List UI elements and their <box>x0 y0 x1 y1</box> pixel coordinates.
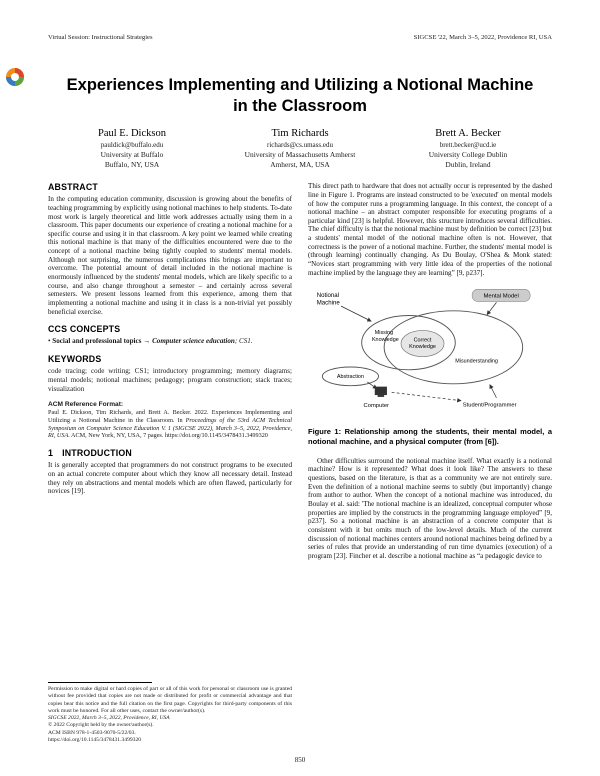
author-1-location: Buffalo, NY, USA <box>104 160 160 170</box>
direct-path-dashed-line <box>392 393 461 401</box>
footnote-isbn: ACM ISBN 978-1-4503-9070-5/22/03. <box>48 729 136 736</box>
figure-1-caption: Figure 1: Relationship among the students, their mental model, a notional machine, and a physical computer (from [6]). <box>308 427 552 447</box>
correct-knowledge-label-line1: Correct <box>413 338 432 345</box>
author-3 <box>384 128 552 169</box>
student-programmer-label: Student/Programmer <box>462 402 517 409</box>
abstract-heading: ABSTRACT <box>48 182 98 193</box>
ref-text-1: Paul E. Dickson, Tim Richards, and Brett A. Becker. 2022. Experiences Implementing and Utilizing a Notional Machine in the Classroom. In <box>48 408 292 424</box>
introduction-heading <box>48 448 292 458</box>
left-column <box>48 182 292 748</box>
author-2-name: Tim Richards <box>271 128 329 140</box>
keywords-heading: KEYWORDS <box>48 354 102 365</box>
footnote-copyright: © 2022 Copyright held by the owner/author(s). <box>48 722 154 729</box>
author-1-name: Paul E. Dickson <box>98 128 166 140</box>
introduction-text: It is generally accepted that programmers do not construct programs to be executed on an actual concrete computer about which they know all necessary detail. Instead they rely on abstractions and mental models which are often flawed, particularly for novices [19]. <box>48 461 292 496</box>
section-number: 1 <box>48 448 54 459</box>
missing-knowledge-label-line2: Knowledge <box>371 337 399 344</box>
author-3-affiliation: University College Dublin <box>428 150 508 160</box>
author-2-location: Amherst, MA, USA <box>270 160 330 170</box>
notional-machine-diagram <box>313 286 547 418</box>
author-1-affiliation: University at Buffalo <box>100 150 164 160</box>
section-label: INTRODUCTION <box>62 448 132 459</box>
ccs-tail: ; CS1. <box>234 337 253 346</box>
author-2 <box>216 128 384 169</box>
acm-badge-icon <box>5 66 25 88</box>
footnote-block <box>48 682 292 748</box>
missing-knowledge-label-line1: Missing <box>374 330 394 337</box>
right-column <box>308 182 552 748</box>
author-1 <box>48 128 216 169</box>
notional-machine-label-line1: Notional <box>316 292 340 300</box>
author-1-email: pauldick@buffalo.edu <box>100 141 164 150</box>
ccs-arrow: → <box>141 337 153 346</box>
figure-1 <box>308 286 552 423</box>
ccs-concept-2: Computer science education <box>152 337 235 346</box>
computer-icon <box>375 387 387 395</box>
header-session-label: Virtual Session: Instructional Strategies <box>48 34 153 41</box>
mental-model-arrow <box>487 303 496 315</box>
ccs-concepts-line <box>48 337 292 346</box>
author-3-email: brett.becker@ucd.ie <box>439 141 497 150</box>
author-3-location: Dublin, Ireland <box>445 160 491 170</box>
author-2-affiliation: University of Massachusetts Amherst <box>244 150 356 160</box>
ref-text-2[interactable]: ACM, New York, NY, USA, 7 pages. https://doi.org/10.1145/3478431.3499320 <box>69 432 268 440</box>
notional-machine-arrow <box>341 306 371 321</box>
acm-reference-text <box>48 409 292 441</box>
notional-machine-label-line2: Machine <box>316 299 340 307</box>
student-arrow <box>490 385 497 398</box>
ref-text-italic: Proceedings of the 53rd ACM Technical Symposium on Computer Science Education V. 1 (SIGCSE 2022), March 3–5, 2022, Providence, RI, USA. <box>48 416 293 440</box>
paper-body <box>48 182 552 748</box>
keywords-text: code tracing; code writing; CS1; introductory programming; memory diagrams; mental models; notional machines; pedagogy; program construction; stack traces; visualization <box>48 367 292 393</box>
footnote-venue: SIGCSE 2022, March 3–5, 2022, Providence, RI, USA <box>48 715 170 722</box>
ccs-concept-1: Social and professional topics <box>52 337 142 346</box>
misunderstanding-label: Misunderstanding <box>455 358 498 365</box>
right-paragraph-2: Other difficulties surround the notional machine itself. What exactly is a notional machine? How is it represented? What does it look like? The answers to these questions, based on the literature, is that as a community we are not entirely sure. Even the definition of a notional machine seems to subtly (but importantly) change from author to author. When the concept of a notional machine was introduced, du Boulay et al. said: 'The notional machine is an idealized, conceptual computer whose properties are implied by the constructs in the programming language employed” [9, p237]. So a notional machine is an abstraction of a concrete computer that is consistent with it but omits much of the low-level details. Much of the current discussion of notional machines centers around notional machines being defined by a series of rules that provide an understanding of run time dynamics (execution) of a program [23]. Fincher et al. describe a notional machine as “a pedagogic device to <box>308 456 552 560</box>
ccs-heading: CCS CONCEPTS <box>48 324 121 335</box>
computer-icon-base <box>378 395 385 397</box>
footnote-doi-link[interactable]: https://doi.org/10.1145/3478431.3499320 <box>48 736 142 743</box>
paper-title: Experiences Implementing and Utilizing a Notional Machine in the Classroom <box>66 76 534 115</box>
right-paragraph-1: This direct path to hardware that does not actually occur is represented by the dashed line in Figure 1. Programs are instead constructed to be 'executed' on mental models of how the computer runs a programming language. In this context, the concept of a notional machine – an abstract computer responsible for executing programs of a particular kind [23] is helpful. However, this structure introduces several difficulties. The chief difficulty is that the notional machine must by definition be correct [23] but a students' mental model of the notional machine often is not. However, that correctness is the power of a notional machine. Further, the students' mental model is (through learning) continually changing. As Du Boulay, O'Shea & Monk stated: “Novices start programming with very little idea of the properties of the notional machine implied by the language they are learning” [9, p237]. <box>308 182 552 277</box>
author-2-email: richards@cs.umass.edu <box>267 141 333 150</box>
author-3-name: Brett A. Becker <box>435 128 501 140</box>
header-conference-label: SIGCSE '22, March 3–5, 2022, Providence RI, USA <box>413 34 552 41</box>
correct-knowledge-label-line2: Knowledge <box>409 344 436 351</box>
abstraction-label: Abstraction <box>336 374 364 381</box>
permission-notice: Permission to make digital or hard copies of part or all of this work for personal or classroom use is granted without fee provided that copies are not made or distributed for profit or commercial advantage and that copies bear this notice and the full citation on the first page. Copyrights for third-party components of this work must be honored. For all other uses, contact the owner/author(s). <box>48 686 292 714</box>
ccs-bullet: • <box>48 337 53 346</box>
page-number: 850 <box>294 756 306 764</box>
computer-label: Computer <box>363 403 389 410</box>
running-header <box>48 34 552 41</box>
author-block <box>48 128 552 169</box>
abstract-text: In the computing education community, discussion is growing about the benefits of teaching programming by explicitly using notional machines to help students. To-date most work is largely theoretical and little work addresses actually using them in a classroom. This paper documents our experience of creating a notional machine for a specific course and using it in that classroom. A key point we learned while creating this notional machine is that many of the difficulties encountered were due to the concept of a notional machine being tightly coupled to students' mental models. Although not surprising, the numerous complications this brings are important to overcome. The potential amount of detail included in the notional machine is enormously influenced by the students' mental models, which are likely specific to a course, and also change throughout a semester – and certainly across several semesters. We present lessons learned from this experience, among them that implementing a notional machine and using it in class is a non-trivial yet possibly beneficial exercise. <box>48 195 292 316</box>
acm-reference-heading: ACM Reference Format: <box>48 400 124 408</box>
footnote-rule <box>48 682 152 683</box>
mental-model-label: Mental Model <box>483 294 519 301</box>
